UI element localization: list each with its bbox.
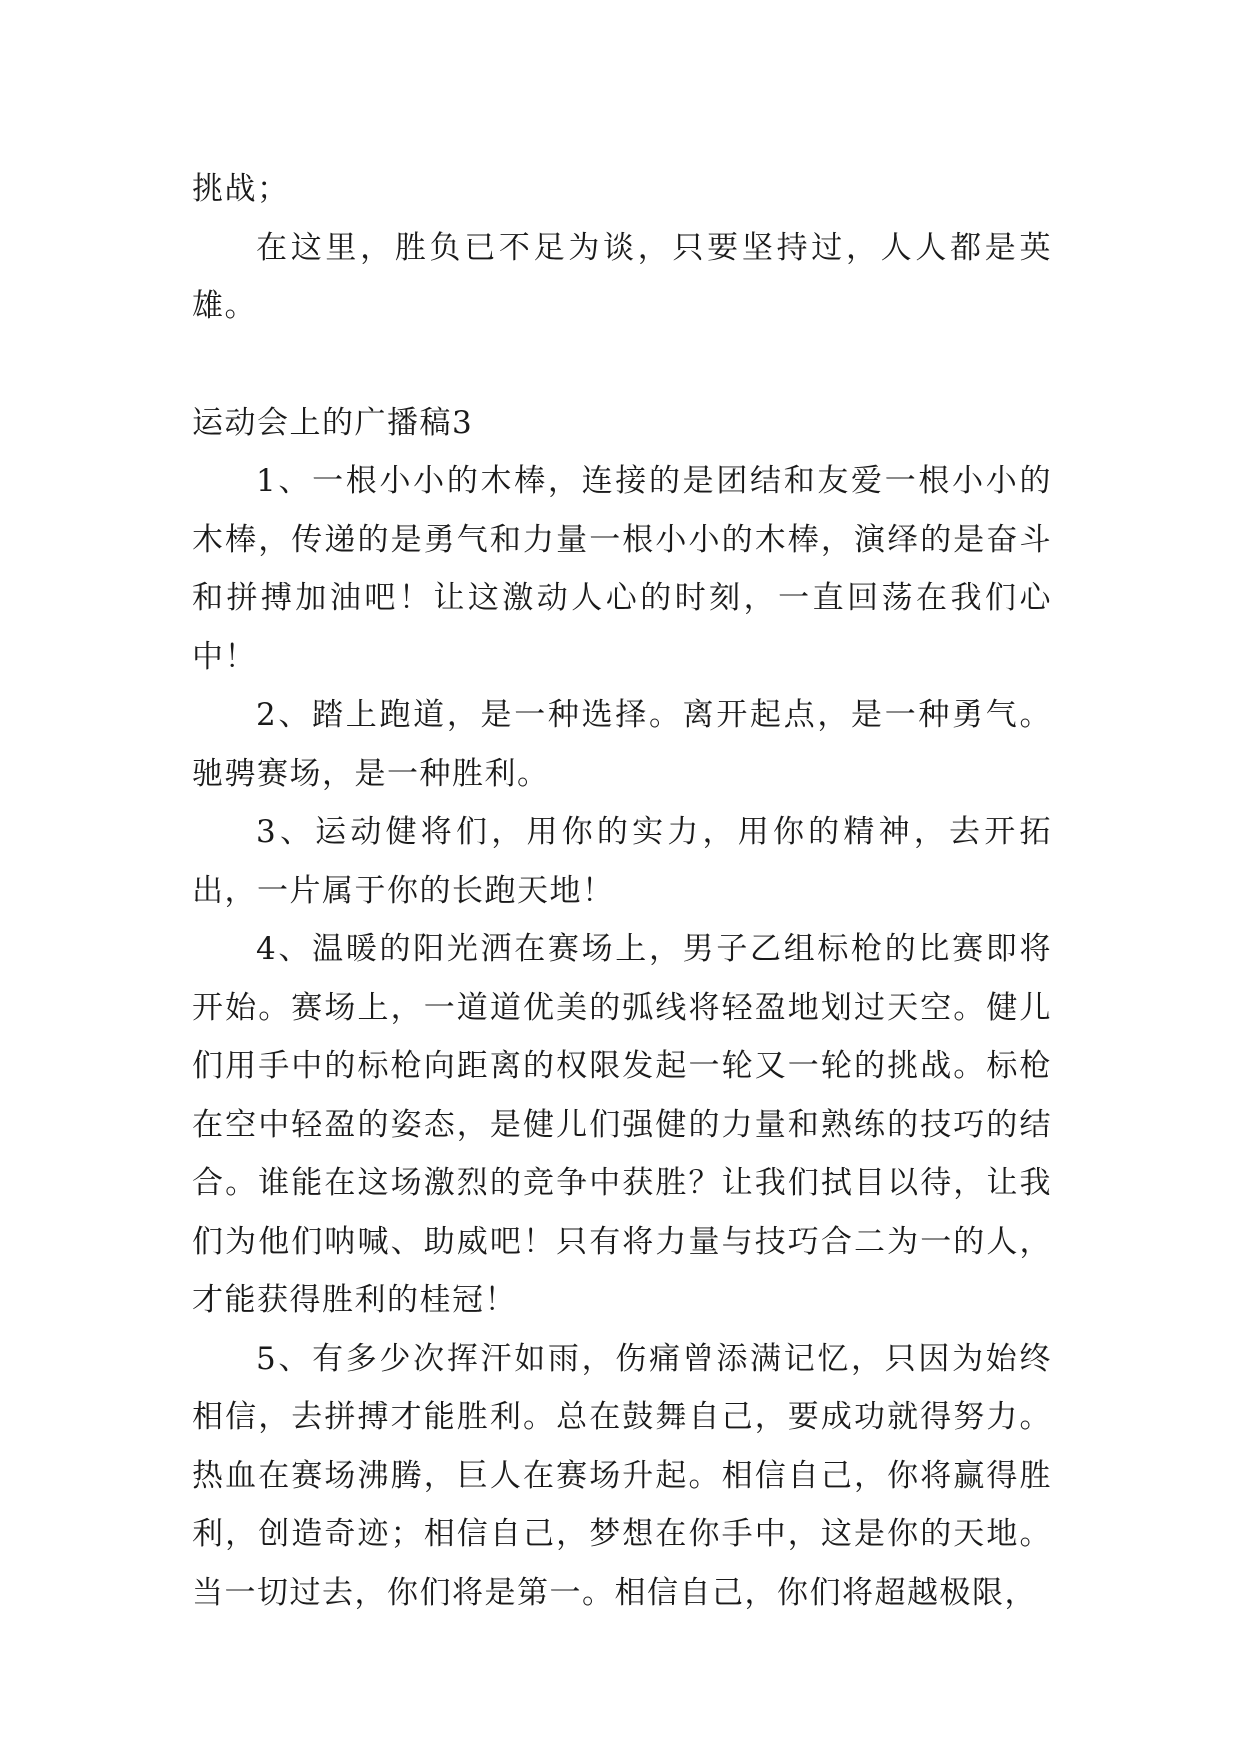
- paragraph-item-5: 5、有多少次挥汗如雨，伤痛曾添满记忆，只因为始终相信，去拼搏才能胜利。总在鼓舞自己，要成功就得努力。热血在赛场沸腾，巨人在赛场升起。相信自己，你将赢得胜利，创造奇迹；相信自己，梦想在你手中，这是你的天地。当一切过去，你们将是第一。相信自己，你们将超越极限，: [192, 1340, 1052, 1611]
- paragraph-closing: 在这里，胜负已不足为谈，只要坚持过，人人都是英雄。: [192, 229, 1052, 324]
- paragraph-item-4: 4、温暖的阳光洒在赛场上，男子乙组标枪的比赛即将开始。赛场上，一道道优美的弧线将轻盈地划过天空。健儿们用手中的标枪向距离的权限发起一轮又一轮的挑战。标枪在空中轻盈的姿态，是健儿们强健的力量和熟练的技巧的结合。谁能在这场激烈的竞争中获胜？让我们拭目以待，让我们为他们呐喊、助威吧！只有将力量与技巧合二为一的人，才能获得胜利的桂冠！: [192, 931, 1052, 1318]
- paragraph-item-3: 3、运动健将们，用你的实力，用你的精神，去开拓出，一片属于你的长跑天地！: [192, 814, 1052, 909]
- paragraph-item-1: 1、一根小小的木棒，连接的是团结和友爱一根小小的木棒，传递的是勇气和力量一根小小的木棒，演绎的是奋斗和拼搏加油吧！让这激动人心的时刻，一直回荡在我们心中！: [192, 463, 1052, 675]
- document-body: [192, 160, 1052, 1622]
- paragraph-continuation: 挑战；: [192, 171, 290, 207]
- section-heading: 运动会上的广播稿3: [192, 404, 474, 441]
- paragraph-item-2: 2、踏上跑道，是一种选择。离开起点，是一种勇气。驰骋赛场，是一种胜利。: [192, 697, 1052, 792]
